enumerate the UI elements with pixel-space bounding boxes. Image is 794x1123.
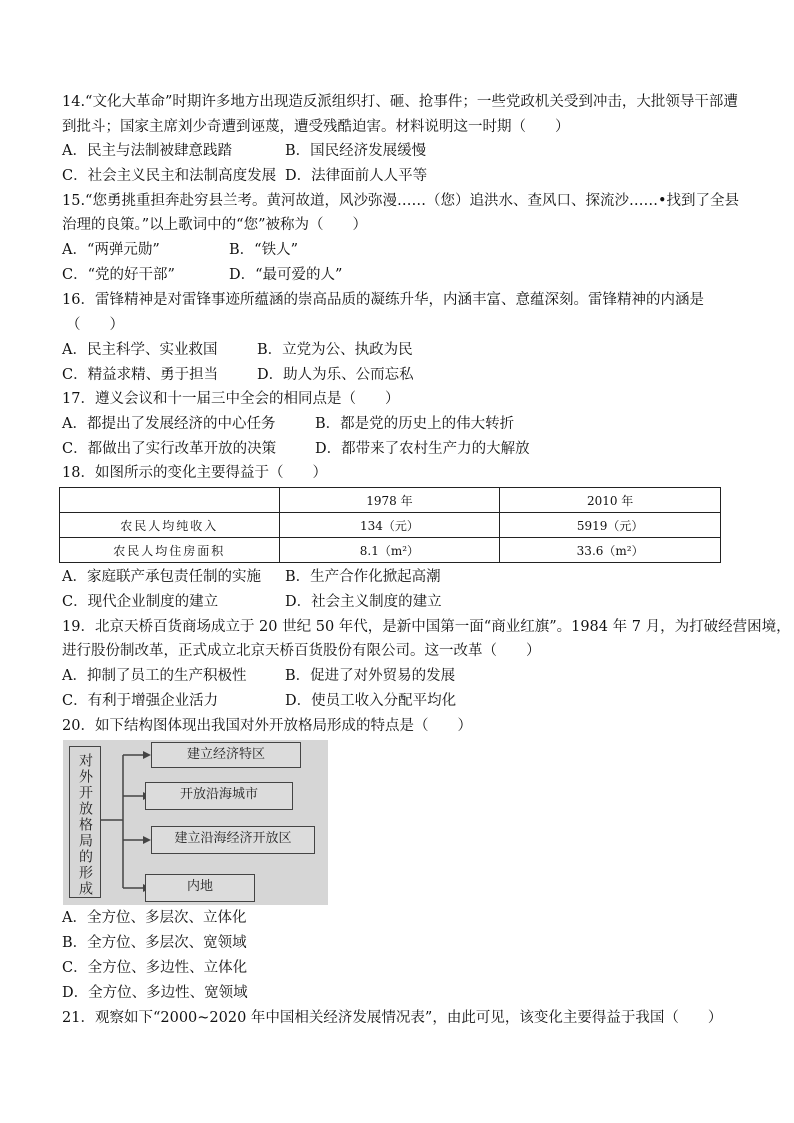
q14-option-b[interactable]: B．国民经济发展缓慢 <box>285 143 427 159</box>
table-header-cell: 1978 年 <box>279 488 500 513</box>
table-row <box>60 513 721 538</box>
q21-stem: 21．观察如下“2000~2020 年中国相关经济发展情况表”，由此可见，该变化主要得益于我国（ ） <box>62 1010 723 1026</box>
q15-stem-line2: 治理的良策。”以上歌词中的“您”被称为（ ） <box>62 217 367 233</box>
q18-data-table <box>59 487 721 563</box>
q18-option-a[interactable]: A．家庭联产承包责任制的实施 <box>62 569 261 585</box>
table-cell: 农民人均纯收入 <box>60 513 280 538</box>
q20-stem: 20．如下结构图体现出我国对外开放格局形成的特点是（ ） <box>62 718 472 734</box>
q18-option-c[interactable]: C．现代企业制度的建立 <box>62 594 219 610</box>
q19-option-d[interactable]: D．使员工收入分配平均化 <box>285 693 457 709</box>
q16-stem-line1: 16．雷锋精神是对雷锋事迹所蕴涵的崇高品质的凝练升华，内涵丰富、意蕴深刻。雷锋精神的内涵是 <box>62 292 704 308</box>
arrow-head <box>143 836 151 844</box>
q14-stem-line2: 到批斗；国家主席刘少奇遭到诬蔑，遭受残酷迫害。材料说明这一时期（ ） <box>62 119 570 135</box>
arrow-head <box>143 751 151 759</box>
table-cell: 8.1（m²） <box>279 538 500 563</box>
q18-stem: 18．如图所示的变化主要得益于（ ） <box>62 465 327 481</box>
q14-stem-line1: 14.“文化大革命”时期许多地方出现造反派组织打、砸、抢事件；一些党政机关受到冲击，大批领导干部遭 <box>62 94 738 110</box>
q19-option-c[interactable]: C．有利于增强企业活力 <box>62 693 219 709</box>
q16-stem-line2: （ ） <box>66 317 124 333</box>
q16-option-c[interactable]: C．精益求精、勇于担当 <box>62 367 219 383</box>
q14-option-c[interactable]: C．社会主义民主和法制高度发展 <box>62 168 277 184</box>
table-header-cell <box>60 488 280 513</box>
table-cell: 33.6（m²） <box>500 538 721 563</box>
table-header-cell: 2010 年 <box>500 488 721 513</box>
q16-option-d[interactable]: D．助人为乐、公而忘私 <box>257 367 414 383</box>
q17-stem: 17．遵义会议和十一届三中全会的相同点是（ ） <box>62 391 400 407</box>
q17-option-a[interactable]: A．都提出了发展经济的中心任务 <box>62 416 276 432</box>
q19-stem-line1: 19．北京天桥百货商场成立于 20 世纪 50 年代，是新中国第一面“商业红旗”。1984 年 7 月，为打破经营困境， <box>62 619 791 635</box>
q14-option-d[interactable]: D．法律面前人人平等 <box>285 168 428 184</box>
q15-option-c[interactable]: C．“党的好干部” <box>62 267 175 283</box>
q16-option-b[interactable]: B．立党为公、执政为民 <box>257 342 413 358</box>
q15-option-d[interactable]: D．“最可爱的人” <box>229 267 343 283</box>
q20-structure-diagram <box>63 740 328 905</box>
diagram-box-coastal-cities: 开放沿海城市 <box>145 782 293 810</box>
q16-option-a[interactable]: A．民主科学、实业救国 <box>62 342 218 358</box>
q15-option-b[interactable]: B．“铁人” <box>229 242 298 258</box>
table-cell: 134（元） <box>279 513 500 538</box>
q19-option-a[interactable]: A．抑制了员工的生产积极性 <box>62 668 247 684</box>
diagram-box-coastal-zones: 建立沿海经济开放区 <box>151 826 315 854</box>
q14-option-a[interactable]: A．民主与法制被肆意践踏 <box>62 143 232 159</box>
q17-option-d[interactable]: D．都带来了农村生产力的大解放 <box>315 441 530 457</box>
q17-option-c[interactable]: C．都做出了实行改革开放的决策 <box>62 441 277 457</box>
table-header-row <box>60 488 721 513</box>
q20-option-a[interactable]: A．全方位、多层次、立体化 <box>62 910 247 926</box>
q19-option-b[interactable]: B．促进了对外贸易的发展 <box>285 668 456 684</box>
q20-option-c[interactable]: C．全方位、多边性、立体化 <box>62 960 248 976</box>
q20-option-d[interactable]: D．全方位、多边性、宽领域 <box>62 985 248 1001</box>
diagram-box-inland: 内地 <box>145 874 255 902</box>
q15-option-a[interactable]: A．“两弹元勋” <box>62 242 160 258</box>
q15-stem-line1: 15.“您勇挑重担奔赴穷县兰考。黄河故道，风沙弥漫……（您）追洪水、查风口、探流沙……•找到了全县 <box>62 193 740 209</box>
q20-option-b[interactable]: B．全方位、多层次、宽领域 <box>62 935 247 951</box>
diagram-title: 对外开放格局的形成 <box>77 753 93 897</box>
q17-option-b[interactable]: B．都是党的历史上的伟大转折 <box>315 416 515 432</box>
q19-stem-line2: 进行股份制改革，正式成立北京天桥百货股份有限公司。这一改革（ ） <box>62 643 541 659</box>
table-cell: 5919（元） <box>500 513 721 538</box>
table-cell: 农民人均住房面积 <box>60 538 280 563</box>
q18-option-d[interactable]: D．社会主义制度的建立 <box>285 594 442 610</box>
q18-option-b[interactable]: B．生产合作化掀起高潮 <box>285 569 441 585</box>
diagram-box-special-zones: 建立经济特区 <box>151 742 301 768</box>
table-row <box>60 538 721 563</box>
